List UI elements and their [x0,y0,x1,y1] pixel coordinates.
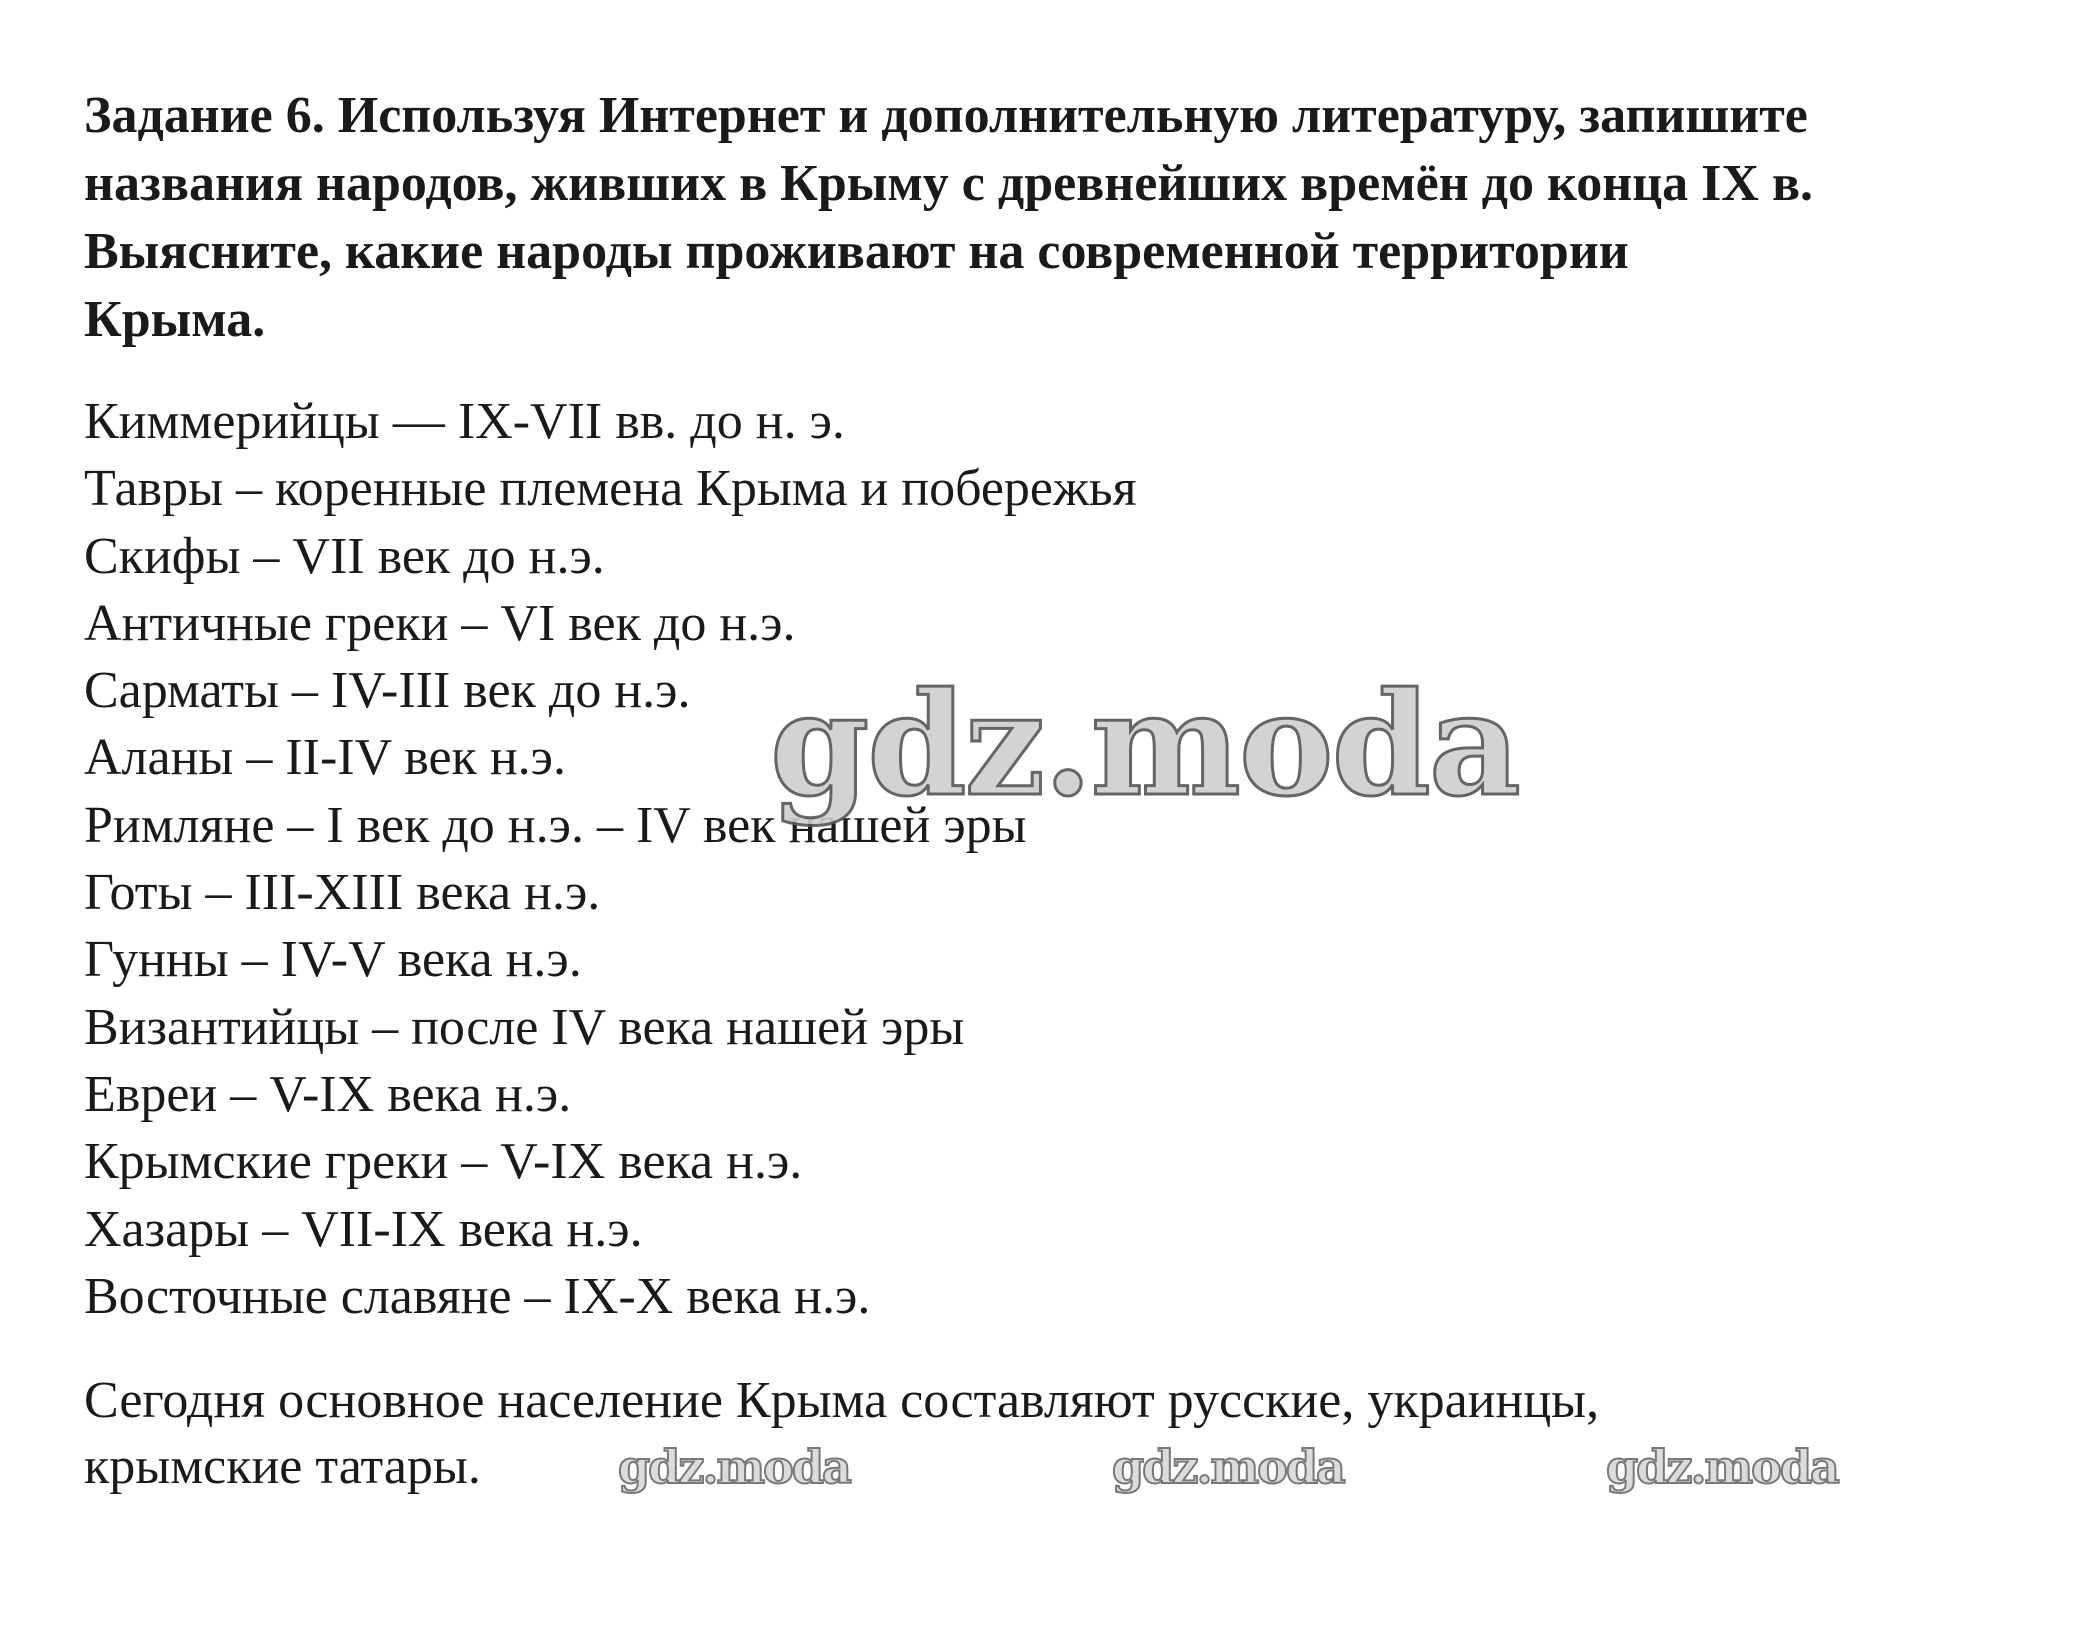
conclusion-line-2: крымские татары. [84,1438,481,1495]
list-item: Сарматы – IV-III век до н.э. [84,662,691,720]
task-line-2: названия народов, живших в Крыму с древнейших времён до конца IX в. [84,155,1814,212]
list-item: Античные греки – VI век до н.э. [84,594,796,652]
watermark-small-2: gdz.moda [1112,1440,1344,1494]
task-heading [84,82,2074,354]
list-item: Римляне – I век до н.э. – IV век нашей эры [84,796,1027,854]
list-item: Аланы – II-IV век н.э. [84,729,566,787]
list-item: Гунны – IV-V века н.э. [84,931,582,989]
list-item: Византийцы – после IV века нашей эры [84,998,965,1056]
watermark-large: gdz.moda [770,662,1519,828]
watermark-small-1: gdz.moda [618,1440,850,1494]
peoples-list [84,388,1137,1330]
watermark-small-3: gdz.moda [1606,1440,1838,1494]
task-line-4: Крыма. [84,291,266,348]
task-line-3: Выясните, какие народы проживают на современной территории [84,223,1629,280]
list-item: Тавры – коренные племена Крыма и побережья [84,460,1137,518]
conclusion-line-1: Сегодня основное население Крыма составляют русские, украинцы, [84,1372,1600,1429]
list-item: Готы – III-XIII века н.э. [84,864,601,922]
list-item: Киммерийцы — IX-VII вв. до н. э. [84,393,845,450]
task-line-1: Задание 6. Используя Интернет и дополнительную литературу, запишите [84,87,1808,144]
list-item: Хазары – VII-IX века н.э. [84,1200,643,1258]
list-item: Скифы – VII век до н.э. [84,527,605,585]
list-item: Евреи – V-IX века н.э. [84,1065,572,1123]
list-item: Восточные славяне – IX-X века н.э. [84,1267,871,1325]
list-item: Крымские греки – V-IX века н.э. [84,1133,803,1191]
